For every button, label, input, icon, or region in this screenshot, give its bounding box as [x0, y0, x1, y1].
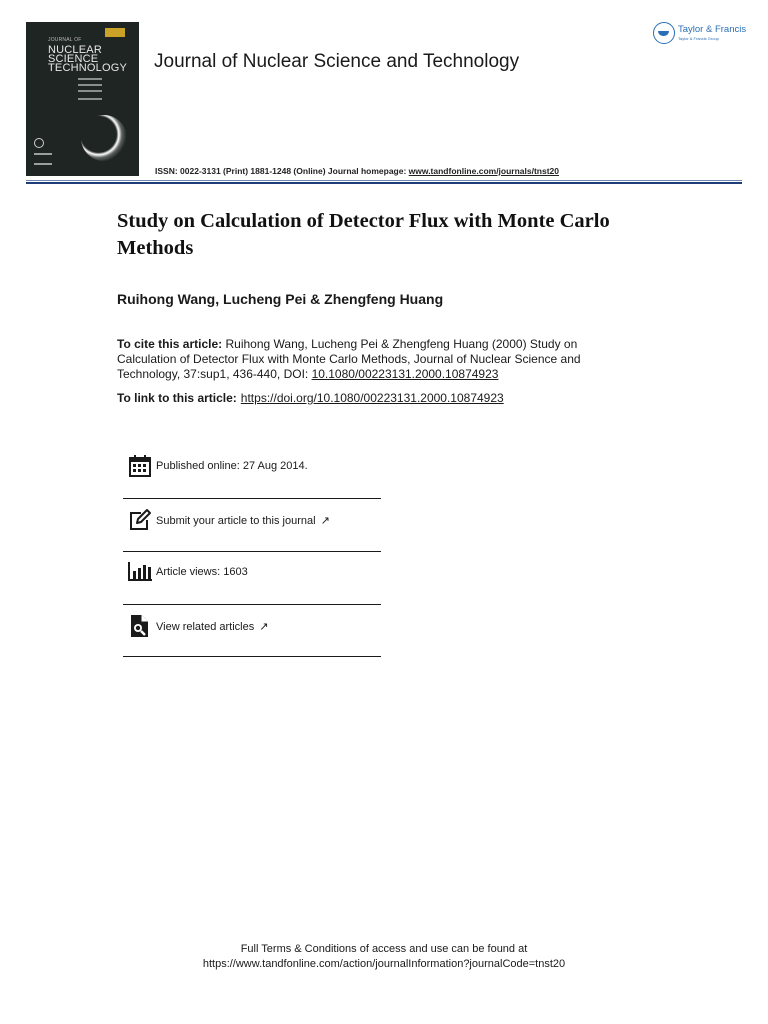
divider — [123, 551, 381, 552]
journal-homepage-link[interactable]: www.tandfonline.com/journals/tnst20 — [408, 166, 560, 176]
citation-label: To cite this article: — [117, 337, 223, 351]
cover-detail-line — [78, 78, 102, 80]
external-link-icon: ↗ — [259, 620, 269, 633]
citation-doi-link[interactable]: 10.1080/00223131.2000.10874923 — [311, 367, 499, 381]
related-articles-text: View related articles — [156, 620, 255, 633]
submit-article-text: Submit your article to this journal — [156, 514, 316, 527]
related-articles-row[interactable] — [123, 613, 381, 639]
published-online-row — [123, 453, 381, 479]
submit-article-link[interactable] — [156, 514, 330, 527]
society-logo-icon — [34, 138, 44, 148]
issn-line — [155, 166, 559, 176]
article-title: Study on Calculation of Detector Flux with Monte Carlo Methods — [117, 210, 610, 259]
journal-cover-image — [26, 22, 139, 176]
cover-detail-line — [78, 84, 102, 86]
submit-article-row[interactable] — [123, 507, 381, 533]
cover-detail-line — [78, 98, 102, 100]
publisher-logo-icon — [653, 22, 675, 44]
citation-text: Ruihong Wang, Lucheng Pei & Zhengfeng Huang (2000) Study on Calculation of Detector Flux with Monte Carlo Methods, Journal of Nuclear Science and Technology, 37:sup1, 436-440, DOI: — [117, 337, 581, 381]
publisher-logo[interactable] — [653, 22, 746, 44]
article-doi-link[interactable]: https://doi.org/10.1080/00223131.2000.10874923 — [240, 391, 504, 405]
cover-detail-line — [34, 153, 52, 155]
divider — [123, 498, 381, 499]
search-document-icon — [127, 613, 153, 639]
cover-title-line: TECHNOLOGY — [48, 62, 128, 74]
article-views-text: Article views: 1603 — [156, 566, 248, 578]
header-divider-thin — [26, 180, 742, 181]
footer-line: Full Terms & Conditions of access and use can be found at — [240, 943, 528, 955]
external-link-icon: ↗ — [320, 514, 330, 527]
article-link-line — [117, 391, 504, 405]
divider — [123, 656, 381, 657]
published-online-text: Published online: 27 Aug 2014. — [156, 460, 308, 472]
related-articles-link[interactable] — [156, 620, 268, 633]
calendar-icon — [127, 453, 153, 479]
edit-icon — [127, 507, 153, 533]
journal-title: Journal of Nuclear Science and Technology — [154, 51, 520, 72]
publisher-subname: Taylor & Francis Group — [678, 35, 719, 41]
cover-title-line: NUCLEAR — [48, 44, 102, 56]
article-views-row — [123, 559, 381, 585]
cover-detail-line — [34, 163, 52, 165]
footer-terms-link[interactable]: https://www.tandfonline.com/action/journalInformation?journalCode=tnst20 — [202, 958, 566, 970]
cover-badge — [105, 28, 125, 37]
article-link-label: To link to this article: — [117, 391, 237, 405]
footer-terms — [0, 942, 768, 972]
publisher-name: Taylor & Francis — [678, 24, 747, 36]
cover-title-line: SCIENCE — [48, 53, 99, 65]
citation-block — [117, 337, 622, 382]
cover-top-line: JOURNAL OF — [48, 37, 82, 43]
divider — [123, 604, 381, 605]
header-divider — [26, 182, 742, 184]
issn-text: ISSN: 0022-3131 (Print) 1881-1248 (Online) Journal homepage: — [155, 166, 409, 176]
bar-chart-icon — [127, 559, 153, 585]
cover-detail-line — [78, 90, 102, 92]
cover-orb-graphic — [81, 115, 127, 161]
article-authors: Ruihong Wang, Lucheng Pei & Zhengfeng Huang — [117, 291, 444, 307]
